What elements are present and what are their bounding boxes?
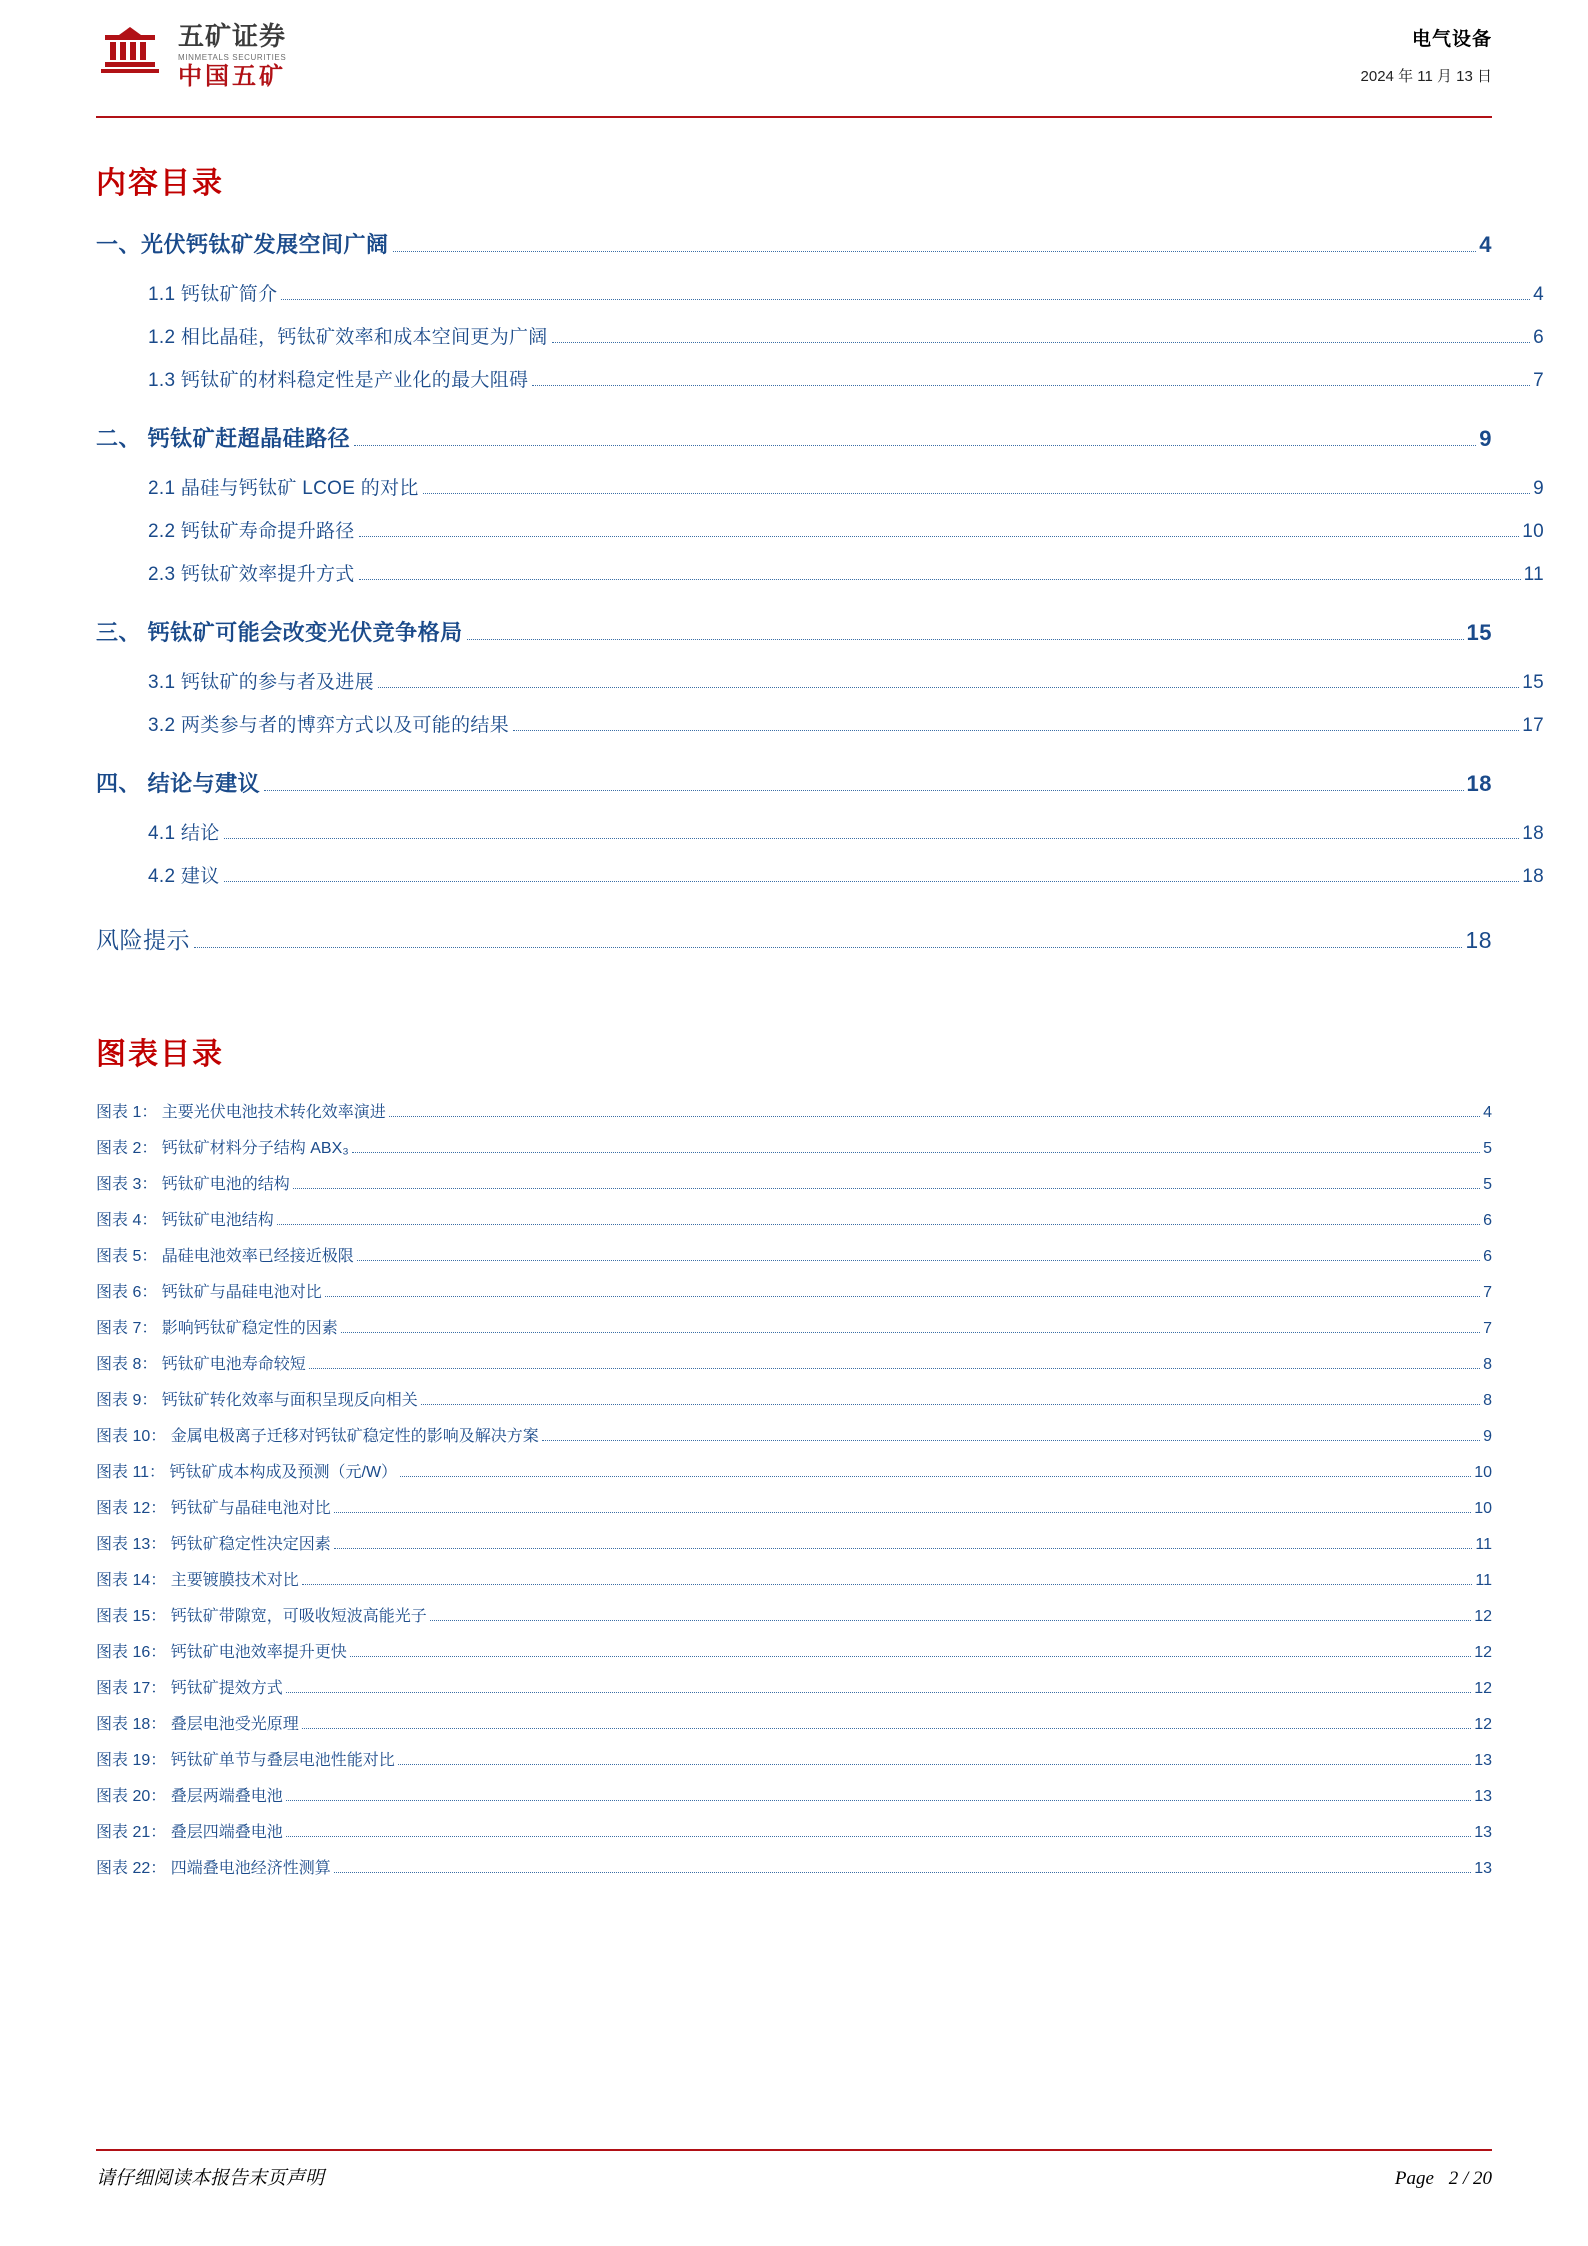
figure-entry-label: 图表 19： 钙钛矿单节与叠层电池性能对比 bbox=[96, 1752, 395, 1769]
figure-leader bbox=[421, 1403, 1480, 1405]
figure-entry[interactable] bbox=[96, 1819, 1492, 1842]
figure-entry-label: 图表 14： 主要镀膜技术对比 bbox=[96, 1572, 299, 1589]
toc-leader bbox=[552, 341, 1531, 343]
industry-label: 电气设备 bbox=[1411, 29, 1492, 50]
figure-entry-label: 图表 2： 钙钛矿材料分子结构 ABX₃ bbox=[96, 1140, 349, 1157]
figure-leader bbox=[302, 1583, 1473, 1585]
figure-entry-label: 图表 17： 钙钛矿提效方式 bbox=[96, 1680, 283, 1697]
toc-entry[interactable] bbox=[96, 922, 1492, 955]
figure-entry-page: 9 bbox=[1483, 1428, 1492, 1445]
figure-entry[interactable] bbox=[96, 1099, 1492, 1122]
figure-entry-label: 图表 8： 钙钛矿电池寿命较短 bbox=[96, 1356, 306, 1373]
figure-entry-label: 图表 4： 钙钛矿电池结构 bbox=[96, 1212, 274, 1229]
toc-entry[interactable] bbox=[148, 861, 1544, 888]
figure-leader bbox=[398, 1763, 1472, 1765]
toc-leader bbox=[354, 444, 1476, 446]
figure-entry-label: 图表 5： 晶硅电池效率已经接近极限 bbox=[96, 1248, 354, 1265]
page-header bbox=[96, 0, 1492, 118]
toc-entry-page: 6 bbox=[1533, 327, 1544, 348]
figure-entry-page: 12 bbox=[1474, 1608, 1492, 1625]
figure-entry-page: 8 bbox=[1483, 1356, 1492, 1373]
figure-entry[interactable] bbox=[96, 1207, 1492, 1230]
toc-leader bbox=[359, 535, 1520, 537]
figure-entry-label: 图表 13： 钙钛矿稳定性决定因素 bbox=[96, 1536, 331, 1553]
figure-entry-page: 10 bbox=[1474, 1464, 1492, 1481]
figure-leader bbox=[334, 1547, 1473, 1549]
figure-entry-label: 图表 21： 叠层四端叠电池 bbox=[96, 1824, 283, 1841]
toc-entry-label: 3.1 钙钛矿的参与者及进展 bbox=[148, 672, 374, 693]
figure-entry[interactable] bbox=[96, 1459, 1492, 1482]
header-meta bbox=[1361, 22, 1492, 86]
toc-entry[interactable] bbox=[148, 667, 1544, 694]
figure-entry-page: 13 bbox=[1474, 1752, 1492, 1769]
toc-entry-label: 2.3 钙钛矿效率提升方式 bbox=[148, 564, 355, 585]
toc-entry[interactable] bbox=[148, 559, 1544, 586]
toc-entry[interactable] bbox=[148, 710, 1544, 737]
brand-name-en: MINMETALS SECURITIES bbox=[178, 52, 287, 62]
figure-entry-label: 图表 22： 四端叠电池经济性测算 bbox=[96, 1860, 331, 1877]
toc-entry-label: 二、 钙钛矿赶超晶硅路径 bbox=[96, 426, 351, 451]
toc-entry[interactable] bbox=[148, 473, 1544, 500]
toc-leader bbox=[467, 638, 1464, 640]
figure-entry[interactable] bbox=[96, 1747, 1492, 1770]
toc-entry[interactable] bbox=[96, 228, 1492, 259]
figure-entry-label: 图表 10： 金属电极离子迁移对钙钛矿稳定性的影响及解决方案 bbox=[96, 1428, 539, 1445]
toc-leader bbox=[224, 880, 1520, 882]
brand-wordmark bbox=[178, 22, 286, 91]
figure-entry-page: 7 bbox=[1483, 1320, 1492, 1337]
figure-entry-label: 图表 20： 叠层两端叠电池 bbox=[96, 1788, 283, 1805]
toc-leader bbox=[194, 946, 1462, 948]
toc-leader bbox=[378, 686, 1519, 688]
toc-entry-page: 10 bbox=[1522, 521, 1544, 542]
figure-entry-page: 11 bbox=[1475, 1536, 1492, 1553]
toc-entry[interactable] bbox=[96, 422, 1492, 453]
figure-entry-label: 图表 9： 钙钛矿转化效率与面积呈现反向相关 bbox=[96, 1392, 418, 1409]
toc-entry-label: 2.2 钙钛矿寿命提升路径 bbox=[148, 521, 355, 542]
toc-entry[interactable] bbox=[148, 322, 1544, 349]
figure-leader bbox=[341, 1331, 1480, 1333]
figure-entry-label: 图表 12： 钙钛矿与晶硅电池对比 bbox=[96, 1500, 331, 1517]
figure-leader bbox=[286, 1691, 1472, 1693]
toc-entry-label: 四、 结论与建议 bbox=[96, 771, 261, 796]
figure-entry[interactable] bbox=[96, 1675, 1492, 1698]
figure-entry-page: 8 bbox=[1483, 1392, 1492, 1409]
figure-list-title: 图表目录 bbox=[96, 1038, 224, 1071]
table-of-contents bbox=[96, 228, 1544, 955]
toc-entry-label: 1.2 相比晶硅，钙钛矿效率和成本空间更为广阔 bbox=[148, 327, 548, 348]
figure-leader bbox=[430, 1619, 1472, 1621]
figure-leader bbox=[542, 1439, 1480, 1441]
toc-leader bbox=[224, 837, 1520, 839]
figure-leader bbox=[389, 1115, 1480, 1117]
toc-entry-page: 18 bbox=[1466, 771, 1492, 796]
toc-entry[interactable] bbox=[96, 767, 1492, 798]
toc-entry-label: 三、 钙钛矿可能会改变光伏竞争格局 bbox=[96, 620, 463, 645]
toc-leader bbox=[513, 729, 1519, 731]
toc-entry[interactable] bbox=[148, 365, 1544, 392]
toc-leader bbox=[423, 492, 1530, 494]
toc-entry-label: 2.1 晶硅与钙钛矿 LCOE 的对比 bbox=[148, 478, 419, 499]
page-number: 2 / 20 bbox=[1448, 2168, 1492, 2189]
toc-entry-page: 18 bbox=[1522, 866, 1544, 887]
figure-entry-page: 13 bbox=[1474, 1824, 1492, 1841]
toc-entry-page: 11 bbox=[1523, 564, 1544, 585]
figure-entry-page: 5 bbox=[1483, 1140, 1492, 1157]
figure-leader bbox=[325, 1295, 1480, 1297]
figure-entry[interactable] bbox=[96, 1171, 1492, 1194]
toc-entry-page: 4 bbox=[1479, 232, 1492, 257]
figure-entry[interactable] bbox=[96, 1279, 1492, 1302]
brand-logo bbox=[96, 22, 286, 91]
toc-entry[interactable] bbox=[96, 616, 1492, 647]
figure-entry[interactable] bbox=[96, 1639, 1492, 1662]
figure-entry-page: 5 bbox=[1483, 1176, 1492, 1193]
toc-entry-label: 4.1 结论 bbox=[148, 823, 220, 844]
figure-list bbox=[96, 1099, 1492, 1878]
toc-entry-label: 风险提示 bbox=[96, 927, 190, 953]
report-date: 2024 年 11 月 13 日 bbox=[1360, 68, 1492, 85]
brand-name-cn: 五矿证券 bbox=[178, 21, 287, 51]
figure-entry[interactable] bbox=[96, 1423, 1492, 1446]
page-label: Page bbox=[1394, 2168, 1434, 2189]
toc-leader bbox=[281, 298, 1530, 300]
figure-entry-page: 4 bbox=[1483, 1104, 1492, 1121]
toc-leader bbox=[393, 250, 1477, 252]
toc-entry-label: 一、光伏钙钛矿发展空间广阔 bbox=[96, 232, 389, 257]
figure-entry-page: 12 bbox=[1474, 1716, 1492, 1733]
figure-leader bbox=[400, 1475, 1471, 1477]
toc-entry-page: 7 bbox=[1533, 370, 1544, 391]
toc-entry-page: 4 bbox=[1533, 284, 1544, 305]
figure-entry[interactable] bbox=[96, 1351, 1492, 1374]
page-indicator bbox=[1395, 2168, 1492, 2190]
figure-leader bbox=[309, 1367, 1480, 1369]
figure-entry[interactable] bbox=[96, 1495, 1492, 1518]
toc-entry-page: 15 bbox=[1522, 672, 1544, 693]
figure-entry-label: 图表 6： 钙钛矿与晶硅电池对比 bbox=[96, 1284, 322, 1301]
toc-entry-page: 18 bbox=[1522, 823, 1544, 844]
figure-entry-label: 图表 11： 钙钛矿成本构成及预测（元/W） bbox=[96, 1464, 398, 1481]
figure-entry-label: 图表 3： 钙钛矿电池的结构 bbox=[96, 1176, 290, 1193]
toc-entry[interactable] bbox=[148, 818, 1544, 845]
figure-entry-page: 13 bbox=[1474, 1860, 1492, 1877]
figure-entry[interactable] bbox=[96, 1567, 1492, 1590]
figure-entry-page: 6 bbox=[1483, 1212, 1492, 1229]
figure-leader bbox=[286, 1835, 1472, 1837]
figure-leader bbox=[352, 1151, 1480, 1153]
figure-entry[interactable] bbox=[96, 1315, 1492, 1338]
figure-entry[interactable] bbox=[96, 1387, 1492, 1410]
figure-entry-label: 图表 18： 叠层电池受光原理 bbox=[96, 1716, 299, 1733]
figure-entry-page: 10 bbox=[1474, 1500, 1492, 1517]
figure-leader bbox=[293, 1187, 1480, 1189]
page-footer bbox=[96, 2149, 1492, 2190]
figure-entry[interactable] bbox=[96, 1855, 1492, 1878]
figure-leader bbox=[334, 1511, 1472, 1513]
toc-entry-label: 1.1 钙钛矿简介 bbox=[148, 284, 278, 305]
toc-entry-page: 9 bbox=[1533, 478, 1544, 499]
figure-entry-page: 6 bbox=[1483, 1248, 1492, 1265]
toc-entry[interactable] bbox=[148, 516, 1544, 543]
toc-entry-page: 18 bbox=[1465, 927, 1492, 953]
toc-title: 内容目录 bbox=[96, 167, 224, 200]
figure-entry[interactable] bbox=[96, 1243, 1492, 1266]
figure-entry-page: 12 bbox=[1474, 1644, 1492, 1661]
figure-entry[interactable] bbox=[96, 1135, 1492, 1158]
figure-entry[interactable] bbox=[96, 1603, 1492, 1626]
figure-entry-label: 图表 7： 影响钙钛矿稳定性的因素 bbox=[96, 1320, 338, 1337]
figure-leader bbox=[350, 1655, 1472, 1657]
minmetals-emblem-icon bbox=[96, 25, 164, 87]
figure-leader bbox=[277, 1223, 1480, 1225]
toc-entry-page: 17 bbox=[1522, 715, 1544, 736]
figure-leader bbox=[286, 1799, 1472, 1801]
toc-entry-page: 15 bbox=[1466, 620, 1492, 645]
figure-entry[interactable] bbox=[96, 1531, 1492, 1554]
toc-entry-page: 9 bbox=[1479, 426, 1492, 451]
figure-leader bbox=[357, 1259, 1480, 1261]
figure-entry[interactable] bbox=[96, 1711, 1492, 1734]
toc-entry-label: 4.2 建议 bbox=[148, 866, 220, 887]
figure-entry-label: 图表 16： 钙钛矿电池效率提升更快 bbox=[96, 1644, 347, 1661]
figure-entry-label: 图表 15： 钙钛矿带隙宽，可吸收短波高能光子 bbox=[96, 1608, 427, 1625]
figure-leader bbox=[302, 1727, 1472, 1729]
figure-leader bbox=[334, 1871, 1472, 1873]
toc-entry-label: 1.3 钙钛矿的材料稳定性是产业化的最大阻碍 bbox=[148, 370, 529, 391]
toc-leader bbox=[532, 384, 1530, 386]
figure-entry-page: 11 bbox=[1475, 1572, 1492, 1589]
disclaimer-text: 请仔细阅读本报告末页声明 bbox=[96, 2168, 325, 2189]
figure-entry-page: 7 bbox=[1483, 1284, 1492, 1301]
group-name-cn: 中国五矿 bbox=[178, 63, 286, 91]
figure-entry-label: 图表 1： 主要光伏电池技术转化效率演进 bbox=[96, 1104, 386, 1121]
toc-leader bbox=[264, 789, 1463, 791]
figure-entry-page: 12 bbox=[1474, 1680, 1492, 1697]
figure-entry-page: 13 bbox=[1474, 1788, 1492, 1805]
figure-entry[interactable] bbox=[96, 1783, 1492, 1806]
toc-leader bbox=[359, 578, 1521, 580]
toc-entry[interactable] bbox=[148, 279, 1544, 306]
toc-entry-label: 3.2 两类参与者的博弈方式以及可能的结果 bbox=[148, 715, 509, 736]
